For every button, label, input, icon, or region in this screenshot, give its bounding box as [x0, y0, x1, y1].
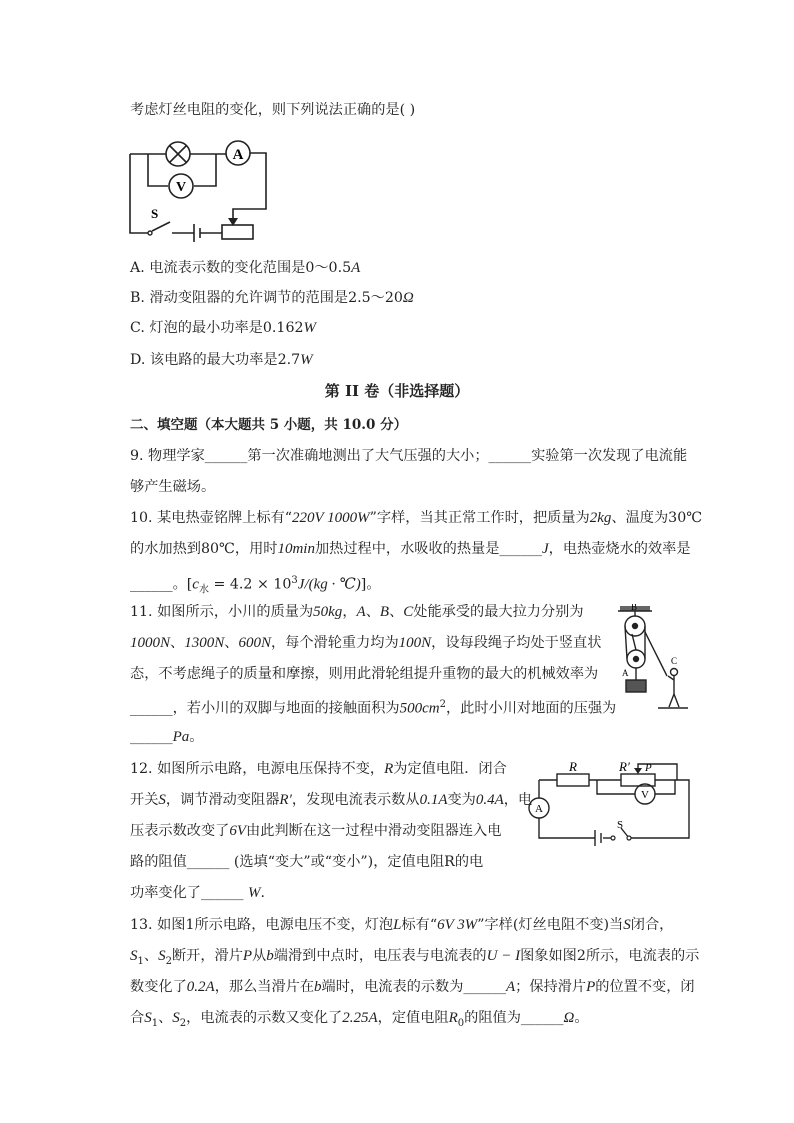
q10-line3: ______。[$c_水 = 4.2 \times 10^3J/(kg$ · ℃)]。	[130, 575, 381, 596]
switch-label: S	[151, 206, 159, 221]
q11-line4: ______，若小川的双脚与地面的接触面积为$500cm^2$，此时小川对地面的压强为	[130, 699, 617, 717]
q9-line1: 9. 物理学家______第一次准确地测出了大气压强的大小；______实验第一次发现了电流能	[130, 448, 688, 464]
q8-stem: 考虑灯丝电阻的变化，则下列说法正确的是( )	[130, 102, 416, 118]
pulley-label-b: B	[631, 604, 638, 612]
part2-title: 第 II 卷（非选择题）	[324, 382, 470, 400]
voltmeter-label: V	[641, 789, 649, 801]
q13-line1: 13. 如图1所示电路，电源电压不变，灯泡L标有“6V 3W”字样(灯丝电阻不变)当S闭合，	[130, 917, 674, 933]
q13-line3: 数变化了0.2A，那么当滑片在b端时，电流表的示数为______A；保持滑片P的位置不变，闭	[130, 979, 695, 995]
ammeter-label: A	[535, 803, 543, 815]
q8-option-b[interactable]: B. 滑动变阻器的允许调节的范围是2.5～20Ω	[130, 290, 414, 306]
q11-line3: 态，不考虑绳子的质量和摩擦，则用此滑轮组提升重物的最大的机械效率为	[130, 666, 599, 682]
q8-option-d[interactable]: D. 该电路的最大功率是2.7W	[130, 352, 313, 368]
q8-option-a[interactable]: A. 电流表示数的变化范围是0～0.5A	[130, 260, 361, 276]
rheostat-label: R′	[619, 759, 630, 774]
q11-pulley-figure	[612, 604, 690, 712]
q10-line1: 10. 某电热壶铭牌上标有“220V 1000W”字样，当其正常工作时，把质量为2kg、温度为30℃	[130, 510, 703, 526]
q9-line2: 够产生磁场。	[130, 479, 216, 495]
q11-line5: ______Pa。	[130, 729, 204, 745]
q8-circuit-figure	[128, 136, 270, 242]
section-heading: 二、填空题（本大题共 5 小题，共 10.0 分）	[130, 417, 408, 433]
q12-line1: 12. 如图所示电路，电源电压保持不变，R为定值电阻．闭合	[130, 761, 507, 777]
q8-option-c[interactable]: C. 灯泡的最小功率是0.162W	[130, 320, 316, 336]
q12-line3: 压表示数改变了6V由此判断在这一过程中滑动变阻器连入电	[130, 823, 502, 839]
switch-label: S	[617, 819, 624, 831]
pulley-label-c: C	[671, 656, 678, 666]
q12-circuit-figure	[525, 758, 695, 848]
resistor-label-r: R	[569, 759, 577, 774]
q12-line4: 路的阻值______ (选填“变大”或“变小”)，定值电阻R的电	[130, 854, 484, 870]
q11-line2: 1000N、1300N、600N，每个滑轮重力均为100N，设每段绳子均处于竖直状	[130, 635, 602, 651]
q12-line5: 功率变化了______ W.	[130, 885, 266, 901]
q12-line2: 开关S，调节滑动变阻器R′，发现电流表示数从0.1A变为0.4A，电	[130, 792, 533, 808]
ammeter-label: A	[232, 147, 244, 163]
q10-line2: 的水加热到80℃，用时10min加热过程中，水吸收的热量是______J，电热壶烧水的效率是	[130, 541, 691, 557]
pulley-label-a: A	[622, 668, 629, 678]
slider-label-p: P	[645, 762, 652, 774]
q13-line4: 合$S_1$、$S_2$，电流表的示数又变化了2.25A，定值电阻$R_0$的阻值为______Ω。	[130, 1010, 589, 1029]
q11-line1: 11. 如图所示，小川的质量为50kg，A、B、C处能承受的最大拉力分别为	[130, 604, 584, 620]
q13-line2: $S_1$、$S_2$断开，滑片P从b端滑到中点时，电压表与电流表的U − I图象如图2所示，电流表的示	[130, 948, 700, 967]
voltmeter-label: V	[175, 180, 187, 195]
